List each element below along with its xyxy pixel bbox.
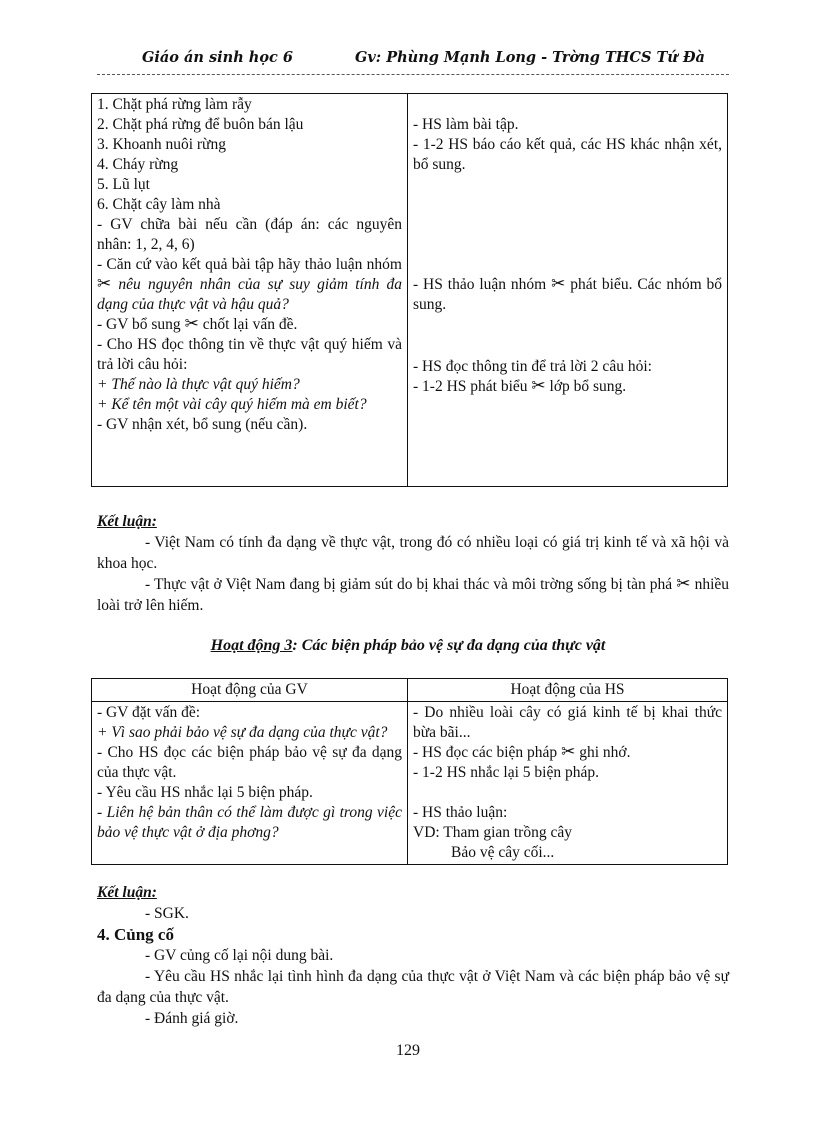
gv-line: - Yêu cầu HS nhắc lại 5 biện pháp. [97,784,313,801]
activity-3-title [0,637,816,655]
header-teacher-school: Gv: Phùng Mạnh Long - Trờng THCS Tứ Đà [355,49,705,66]
hs-line: Bảo vệ cây cối... [451,844,555,861]
list-item: 3. Khoanh nuôi rừng [97,136,226,153]
column-header: Hoạt động của HS [408,679,728,702]
gv-line: - GV đặt vấn đề: [97,704,201,721]
gv-line: - Cho HS đọc các biện pháp bảo vệ sự đa dạng của thực vật. [97,744,402,781]
activity-3-label: Hoạt động 3 [210,637,293,654]
hs-report-text: - 1-2 HS báo cáo kết quả, các HS khác nhận xét, bổ sung. [413,136,722,173]
list-item: 5. Lũ lụt [97,176,150,193]
table-header-row [92,679,728,702]
question-1: + Thế nào là thực vật quý hiếm? [97,376,300,393]
gv-add-a: - GV bổ sung [97,316,181,333]
hs-discussion-text [413,275,722,315]
section-4-line: - Đánh giá giờ. [145,1010,239,1027]
conclusion-p2b: nhiều loài trở lên hiếm. [97,576,729,614]
scissors-icon: ✂ [561,742,576,762]
page-header [97,46,729,74]
list-item: 6. Chặt cây làm nhà [97,196,221,213]
table-row [92,702,728,865]
gv-question: + Vì sao phải bảo vệ sự đa dạng của thực vật? [97,724,388,741]
question-2: + Kể tên một vài cây quý hiếm mà em biết? [97,396,367,413]
hs-line [413,743,722,763]
discussion-prompt [97,255,402,315]
table-row [92,94,728,487]
gv-add-text [97,315,402,335]
scissors-icon: ✂ [551,274,566,294]
conclusion-label: Kết luận: [97,513,157,530]
conclusion-paragraph: - Việt Nam có tính đa dạng về thực vật, trong đó có nhiều loại có giá trị kinh tế và xã hội và khoa học. [97,534,729,572]
conclusion-text: - SGK. [145,905,189,922]
scissors-icon: ✂ [676,574,691,594]
section-4-line: - Yêu cầu HS nhắc lại tình hình đa dạng của thực vật ở Việt Nam và các biện pháp bảo vệ sự đa dạng của thực vật. [97,968,729,1006]
list-item: 2. Chặt phá rừng để buôn bán lậu [97,116,304,133]
list-item: 1. Chặt phá rừng làm rẫy [97,96,252,113]
hs-line: - 1-2 HS nhắc lại 5 biện pháp. [413,764,599,781]
hs-exercise-text: - HS làm bài tập. [413,116,519,133]
header-divider [97,74,729,75]
discussion-prompt-text: - Căn cứ vào kết quả bài tập hãy thảo luận nhóm [97,256,402,273]
hs-read-text: - HS đọc thông tin để trả lời 2 câu hỏi: [413,358,652,375]
discussion-question: nêu nguyên nhân của sự suy giảm tính đa dạng của thực vật và hậu quả? [97,276,403,313]
conclusion-1 [97,511,729,616]
header-subject: Giáo án sinh học 6 [142,49,293,66]
section-4-line: - GV củng cố lại nội dung bài. [145,947,334,964]
hs-r2a: - HS đọc các biện pháp [413,744,558,761]
hs-line: - Do nhiều loài cây có giá kinh tế bị khai thức bừa bãi... [413,704,722,741]
conclusion-p2a: - Thực vật ở Việt Nam đang bị giảm sút do bị khai thác và môi trờng sống bị tàn phá [145,576,673,593]
activity-3-text: : Các biện pháp bảo vệ sự đa dạng của thực vật [292,637,606,654]
gv-fix-text: - GV chữa bài nếu cần (đáp án: các nguyên nhân: 1, 2, 4, 6) [97,216,402,253]
hs-speak-text [413,377,722,397]
hs-speak-b: lớp bổ sung. [549,378,627,395]
list-item: 4. Cháy rừng [97,156,179,173]
conclusion-2 [97,882,729,1029]
scissors-icon: ✂ [184,314,199,334]
hs-activity-cell [408,94,728,487]
activity-table-continued [91,93,728,487]
gv-add-b: chốt lại vấn đề. [202,316,298,333]
page-number: 129 [396,1042,420,1059]
activity-3-table [91,678,728,865]
hs-line: VD: Tham gian trồng cây [413,824,572,841]
hs-r2b: ghi nhớ. [579,744,631,761]
hs-discuss-b: phát biểu. Các nhóm bổ sung. [413,276,723,313]
gv-comment-text: - GV nhận xét, bổ sung (nếu cần). [97,416,308,433]
gv-activity-cell [92,94,408,487]
scissors-icon: ✂ [97,274,112,294]
hs-line: - HS thảo luận: [413,804,508,821]
column-header: Hoạt động của GV [92,679,408,702]
hs-discuss-a: - HS thảo luận nhóm [413,276,547,293]
conclusion-label: Kết luận: [97,884,157,901]
hs-speak-a: - 1-2 HS phát biểu [413,378,528,395]
scissors-icon: ✂ [531,376,546,396]
hs-activity-cell [408,702,728,865]
gv-activity-cell [92,702,408,865]
section-4-title: 4. Củng cố [97,925,174,944]
conclusion-paragraph [97,574,729,616]
read-info-text: - Cho HS đọc thông tin về thực vật quý hiếm và trả lời câu hỏi: [97,336,402,373]
gv-question: - Liên hệ bản thân có thể làm được gì trong việc bảo vệ thực vật ở địa phơng? [97,804,402,841]
